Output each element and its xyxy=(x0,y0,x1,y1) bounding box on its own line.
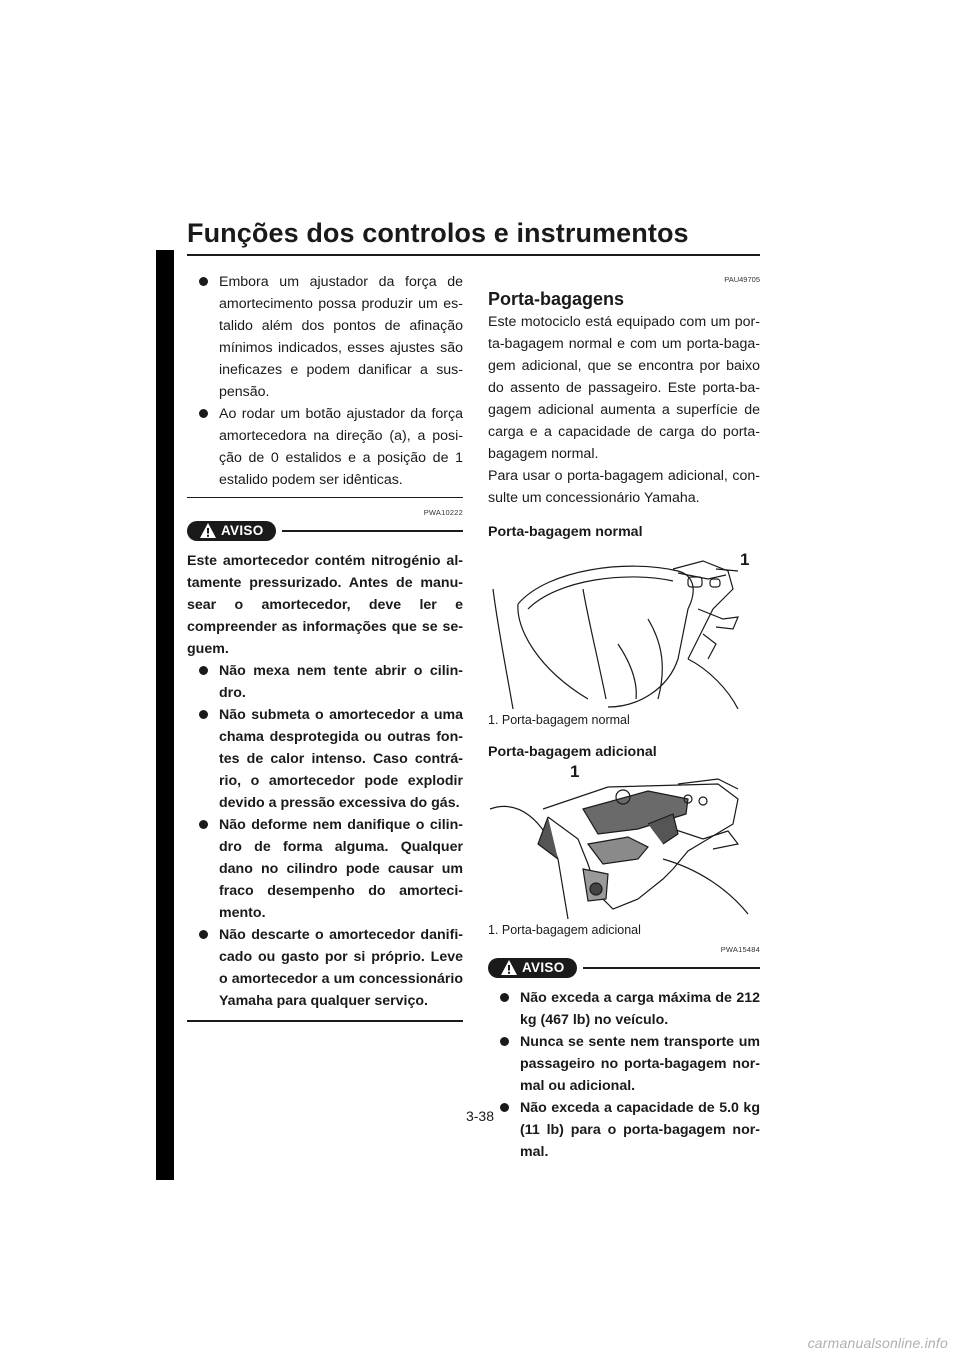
warning-badge: AVISO xyxy=(187,521,276,541)
section-code: PAU49705 xyxy=(724,275,760,284)
figure-caption: 1. Porta-bagagem adicional xyxy=(488,923,641,937)
list-item: Não exceda a capacidade de 5.0 kg (11 lb) para o porta-bagagem nor-mal. xyxy=(488,1097,760,1163)
divider xyxy=(187,497,463,498)
figure-heading: Porta-bagagem normal xyxy=(488,524,643,540)
warning-list xyxy=(187,660,463,1012)
paragraph: Este motociclo está equipado com um por-ta-bagagem normal e com um porta-baga-gem adicional, que se encontra por baixo do assento de passageiro. Este porta-ba-gagem adicional aumenta a superfície de carga e a capacidade de carga do porta-bagagem normal. xyxy=(488,314,760,462)
bullet-icon xyxy=(500,1037,509,1046)
warning-list xyxy=(488,987,760,1163)
section-title: Porta-bagagens xyxy=(488,289,625,309)
warning-code: PWA10222 xyxy=(423,508,463,517)
bullet-icon xyxy=(199,277,208,286)
list-item: Não exceda a carga máxima de 212 kg (467 lb) no veículo. xyxy=(488,987,760,1031)
additional-carrier-illustration xyxy=(488,769,758,919)
bullet-icon xyxy=(199,930,208,939)
bullet-icon xyxy=(199,820,208,829)
list-item: Não mexa nem tente abrir o cilin-dro. xyxy=(187,660,463,704)
list-item: Não submeta o amortecedor a uma chama desprotegida ou outras fon-tes de calor intenso. Caso contrá-rio, o amortecedor pode explodir devido a pressão excessiva do gás. xyxy=(187,704,463,814)
warning-badge: AVISO xyxy=(488,958,577,978)
list-item: Embora um ajustador da força de amortecimento possa produzir um es-talido além dos pontos de afinação mínimos indicados, esses ajustes são ineficazes e podem danificar a sus-pensão. xyxy=(187,271,463,403)
chapter-tab xyxy=(156,250,174,1180)
bullet-icon xyxy=(199,666,208,675)
paragraph: Para usar o porta-bagagem adicional, con-sulte um concessionário Yamaha. xyxy=(488,468,760,506)
warning-triangle-icon xyxy=(500,959,518,977)
list-item: Ao rodar um botão ajustador da força amortecedora na direção (a), a posi-ção de 0 estalidos e a posição de 1 estalido podem ser idênticas. xyxy=(187,403,463,491)
warning-triangle-icon xyxy=(199,522,217,540)
normal-carrier-illustration xyxy=(488,549,758,709)
warning-box xyxy=(488,945,760,1163)
right-column xyxy=(488,271,760,1163)
warning-body xyxy=(187,550,463,1012)
title-rule xyxy=(187,254,760,256)
page-title: Funções dos controlos e instrumentos xyxy=(187,218,689,248)
adjuster-notes-list xyxy=(187,271,463,491)
list-item: Não deforme nem danifique o cilin-dro de forma alguma. Qualquer dano no cilindro pode causar um fraco desempenho do amorteci-mento. xyxy=(187,814,463,924)
callout-number: 1 xyxy=(570,762,580,781)
chapter-number: 3 xyxy=(161,295,171,314)
warning-header xyxy=(488,957,760,979)
page-number: 3-38 xyxy=(465,1108,495,1124)
left-column xyxy=(187,271,463,1022)
bullet-icon xyxy=(199,409,208,418)
warning-body xyxy=(488,987,760,1163)
figure-caption: 1. Porta-bagagem normal xyxy=(488,713,630,727)
list-item: Nunca se sente nem transporte um passageiro no porta-bagagem nor-mal ou adicional. xyxy=(488,1031,760,1097)
warning-header xyxy=(187,520,463,542)
list-item: Não descarte o amortecedor danifi-cado ou gasto por si próprio. Leve o amortecedor a um concessionário Yamaha para qualquer serviço. xyxy=(187,924,463,1012)
callout-number: 1 xyxy=(740,550,750,569)
figure-additional-carrier xyxy=(488,762,758,919)
warning-header-rule xyxy=(583,967,760,969)
figure-heading: Porta-bagagem adicional xyxy=(488,744,657,760)
warning-header-rule xyxy=(282,530,463,532)
bullet-icon xyxy=(500,993,509,1002)
warning-code: PWA15484 xyxy=(720,945,760,954)
watermark: carmanualsonline.info xyxy=(807,1335,948,1351)
warning-intro: Este amortecedor contém nitrogénio al-tamente pressurizado. Antes de manu-sear o amortecedor, deve ler e compreender as informações que se se-guem. xyxy=(187,553,463,657)
warning-box xyxy=(187,497,463,1022)
bullet-icon xyxy=(199,710,208,719)
figure-normal-carrier xyxy=(488,549,758,709)
warning-end-rule xyxy=(187,1020,463,1022)
